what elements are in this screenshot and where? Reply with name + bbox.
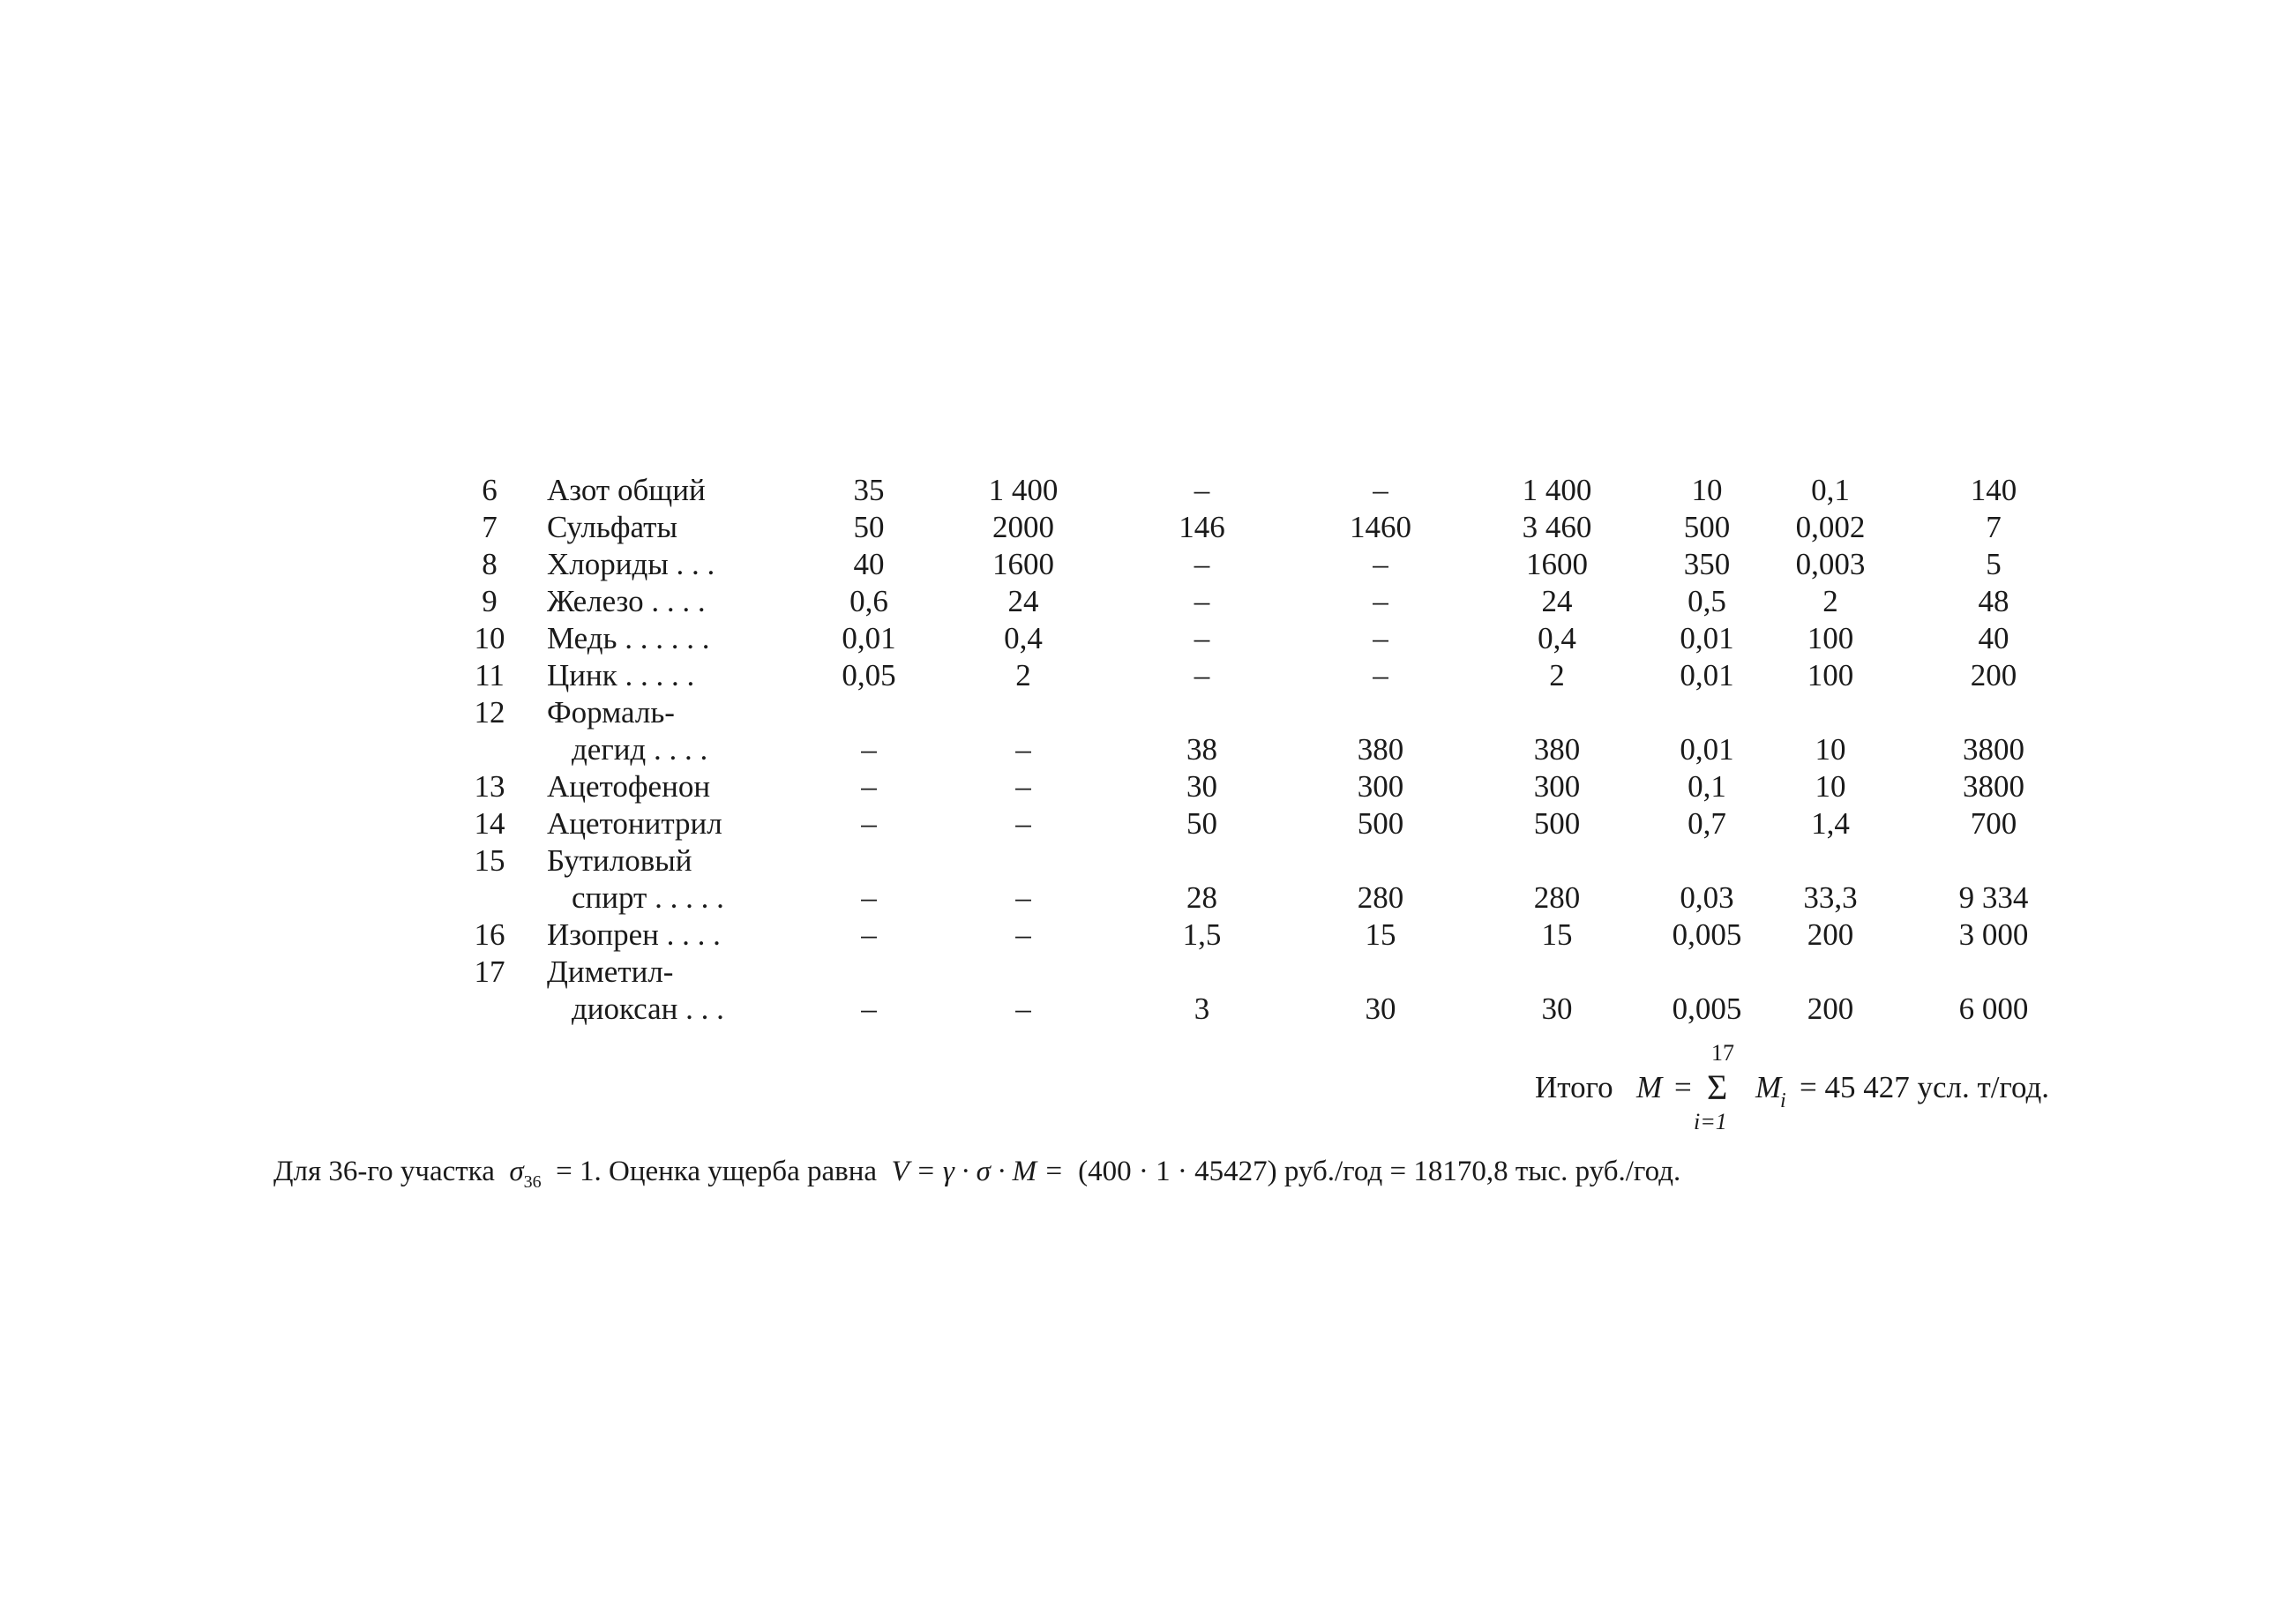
cell-col-4: – <box>1373 473 1388 507</box>
cell-empty <box>1892 842 2095 879</box>
cell-col-6: 0,7 <box>1688 806 1726 841</box>
cell-col-5: 380 <box>1533 732 1581 767</box>
cell-col-8: 48 <box>1978 584 2009 618</box>
cell-col-2: 2000 <box>992 510 1054 544</box>
table-row <box>441 509 2095 546</box>
substance-name-continuation <box>538 731 803 768</box>
cell-col-6: 0,005 <box>1672 917 1742 952</box>
sum-symbol: Σ <box>1707 1067 1728 1107</box>
footer-part2: = 1. Оценка ущерба равна <box>556 1156 878 1187</box>
total-mi-subscript: i <box>1780 1089 1786 1112</box>
table-row <box>441 768 2095 805</box>
cell-empty <box>1645 954 1769 991</box>
data-table-container <box>441 472 2099 1028</box>
cell-col-1: 50 <box>853 510 885 544</box>
cell-col-7: 200 <box>1807 917 1854 952</box>
cell-col-7: 0,002 <box>1795 510 1866 544</box>
cell-empty <box>1645 694 1769 731</box>
substance-name: Формаль- <box>547 695 675 730</box>
cell-col-6: 0,03 <box>1680 880 1734 915</box>
cell-empty <box>1469 842 1645 879</box>
cell-col-5: 280 <box>1533 880 1581 915</box>
cell-col-2: – <box>1015 880 1031 915</box>
cell-col-8: 3 000 <box>1958 917 2029 952</box>
cell-col-8: 140 <box>1970 473 2017 507</box>
cell-col-4: – <box>1373 584 1388 618</box>
cell-empty <box>1892 954 2095 991</box>
cell-col-8: 6 000 <box>1958 992 2029 1026</box>
cell-col-2: – <box>1015 917 1031 952</box>
damage-estimate-line <box>273 1156 1680 1193</box>
row-number: 15 <box>474 843 505 878</box>
cell-col-8: 200 <box>1970 658 2017 692</box>
cell-col-7: 0,1 <box>1811 473 1850 507</box>
cell-col-2: 1600 <box>992 547 1054 581</box>
cell-col-4: 15 <box>1365 917 1396 952</box>
row-number-empty <box>441 991 538 1028</box>
substance-name: Ацетофенон <box>547 769 711 804</box>
table-row <box>441 694 2095 731</box>
row-number: 12 <box>474 695 505 730</box>
cell-col-4: 300 <box>1357 769 1404 804</box>
substance-name-continuation <box>538 879 803 917</box>
substance-name-continuation <box>538 991 803 1028</box>
cell-col-8: 40 <box>1978 621 2009 655</box>
row-number: 7 <box>482 510 498 544</box>
cell-empty <box>1892 694 2095 731</box>
cell-empty <box>1111 842 1292 879</box>
substance-name: Изопрен . . . . <box>547 917 721 952</box>
cell-empty <box>803 954 935 991</box>
cell-col-8: 700 <box>1970 806 2017 841</box>
total-label: Итого <box>1535 1070 1613 1104</box>
cell-col-6: 350 <box>1683 547 1731 581</box>
cell-col-7: 100 <box>1807 621 1854 655</box>
row-number: 9 <box>482 584 498 618</box>
row-number: 17 <box>474 954 505 989</box>
cell-empty <box>1645 842 1769 879</box>
sum-upper-limit: 17 <box>1711 1040 1734 1066</box>
total-value: = 45 427 усл. т/год. <box>1800 1070 2050 1104</box>
cell-col-6: 0,1 <box>1688 769 1726 804</box>
substance-name-part2: дегид . . . . <box>572 732 708 767</box>
cell-col-5: 300 <box>1533 769 1581 804</box>
cell-col-1: 0,6 <box>849 584 888 618</box>
cell-col-3: 28 <box>1186 880 1217 915</box>
total-mi-symbol: M <box>1755 1070 1782 1104</box>
table-row <box>441 805 2095 842</box>
table-row <box>441 472 2095 509</box>
row-number: 11 <box>475 658 505 692</box>
cell-col-1: 40 <box>853 547 885 581</box>
cell-col-8: 3800 <box>1963 732 2024 767</box>
cell-col-5: 30 <box>1541 992 1573 1026</box>
row-number: 8 <box>482 547 498 581</box>
cell-col-6: 0,01 <box>1680 658 1734 692</box>
cell-col-6: 500 <box>1683 510 1731 544</box>
cell-col-4: – <box>1373 658 1388 692</box>
cell-col-2: – <box>1015 769 1031 804</box>
cell-col-1: – <box>861 880 877 915</box>
row-number: 14 <box>474 806 505 841</box>
cell-col-4: 380 <box>1357 732 1404 767</box>
table-row <box>441 842 2095 879</box>
cell-col-5: 24 <box>1541 584 1573 618</box>
cell-col-7: 10 <box>1815 732 1846 767</box>
cell-empty <box>1292 842 1469 879</box>
cell-col-3: 3 <box>1194 992 1210 1026</box>
cell-col-4: 280 <box>1357 880 1404 915</box>
cell-empty <box>935 842 1111 879</box>
footer-part3: (400 · 1 · 45427) руб./год = 18170,8 тыс. руб./год. <box>1078 1156 1681 1187</box>
substance-name: Азот общий <box>547 473 706 507</box>
cell-col-3: 50 <box>1186 806 1217 841</box>
table-row-continuation <box>441 879 2095 917</box>
cell-col-2: 0,4 <box>1004 621 1043 655</box>
substance-name: Цинк . . . . . <box>547 658 695 692</box>
cell-col-1: 0,05 <box>842 658 896 692</box>
cell-col-4: 30 <box>1365 992 1396 1026</box>
substance-name: Хлориды . . . <box>547 547 715 581</box>
substance-name: Медь . . . . . . <box>547 621 710 655</box>
table-row <box>441 620 2095 657</box>
table-row <box>441 917 2095 954</box>
cell-col-2: – <box>1015 992 1031 1026</box>
cell-empty <box>1769 694 1892 731</box>
cell-col-8: 5 <box>1986 547 2002 581</box>
cell-col-3: – <box>1194 584 1210 618</box>
cell-empty <box>935 954 1111 991</box>
cell-col-3: – <box>1194 547 1210 581</box>
total-equals: = <box>1674 1070 1692 1104</box>
cell-col-5: 3 460 <box>1522 510 1592 544</box>
cell-col-4: – <box>1373 621 1388 655</box>
cell-col-1: – <box>861 806 877 841</box>
cell-col-3: 146 <box>1179 510 1225 544</box>
footer-intro: Для 36-го участка <box>273 1156 495 1187</box>
cell-col-6: 0,5 <box>1688 584 1726 618</box>
cell-empty <box>935 694 1111 731</box>
table-row <box>441 657 2095 694</box>
cell-empty <box>1292 954 1469 991</box>
cell-col-1: – <box>861 769 877 804</box>
cell-col-3: 1,5 <box>1182 917 1222 952</box>
cell-empty <box>1769 954 1892 991</box>
cell-col-2: – <box>1015 732 1031 767</box>
sum-lower-limit: i=1 <box>1694 1109 1727 1134</box>
cell-col-8: 7 <box>1986 510 2002 544</box>
row-number: 13 <box>474 769 505 804</box>
cell-empty <box>1111 694 1292 731</box>
cell-col-5: 500 <box>1533 806 1581 841</box>
table-row-continuation <box>441 991 2095 1028</box>
table-row <box>441 954 2095 991</box>
cell-col-3: 30 <box>1186 769 1217 804</box>
footer-sigma: σ <box>509 1156 524 1187</box>
cell-col-7: 100 <box>1807 658 1854 692</box>
cell-col-2: – <box>1015 806 1031 841</box>
cell-col-3: – <box>1194 621 1210 655</box>
substance-name: Ацетонитрил <box>547 806 722 841</box>
cell-col-1: 0,01 <box>842 621 896 655</box>
cell-col-2: 2 <box>1015 658 1031 692</box>
table-row <box>441 546 2095 583</box>
total-formula <box>1535 1040 2099 1142</box>
cell-col-5: 15 <box>1541 917 1573 952</box>
total-m-symbol: M <box>1636 1070 1663 1104</box>
cell-col-3: 38 <box>1186 732 1217 767</box>
cell-col-7: 1,4 <box>1811 806 1850 841</box>
cell-col-7: 10 <box>1815 769 1846 804</box>
cell-col-1: – <box>861 732 877 767</box>
cell-col-3: – <box>1194 473 1210 507</box>
row-number-empty <box>441 879 538 917</box>
cell-col-3: – <box>1194 658 1210 692</box>
cell-col-4: – <box>1373 547 1388 581</box>
cell-empty <box>1111 954 1292 991</box>
cell-empty <box>1769 842 1892 879</box>
cell-empty <box>1469 954 1645 991</box>
cell-col-4: 500 <box>1357 806 1404 841</box>
cell-col-6: 0,005 <box>1672 992 1742 1026</box>
substance-name-part2: спирт . . . . . <box>572 880 724 915</box>
cell-col-2: 24 <box>1007 584 1039 618</box>
cell-empty <box>803 842 935 879</box>
cell-col-6: 10 <box>1691 473 1723 507</box>
cell-col-6: 0,01 <box>1680 621 1734 655</box>
row-number: 16 <box>474 917 505 952</box>
cell-col-5: 1600 <box>1526 547 1588 581</box>
cell-col-5: 1 400 <box>1522 473 1592 507</box>
cell-col-7: 2 <box>1822 584 1838 618</box>
pollutant-table <box>441 472 2095 1028</box>
substance-name: Железо . . . . <box>547 584 706 618</box>
cell-col-5: 0,4 <box>1538 621 1576 655</box>
footer-formula: V = γ · σ · M = <box>891 1156 1064 1187</box>
cell-col-8: 3800 <box>1963 769 2024 804</box>
cell-empty <box>1469 694 1645 731</box>
substance-name-part2: диоксан . . . <box>572 992 724 1026</box>
cell-col-1: 35 <box>853 473 885 507</box>
cell-col-1: – <box>861 992 877 1026</box>
cell-col-1: – <box>861 917 877 952</box>
substance-name: Сульфаты <box>547 510 677 544</box>
footer-sigma-subscript: 36 <box>523 1172 542 1192</box>
row-number: 10 <box>474 621 505 655</box>
cell-col-8: 9 334 <box>1958 880 2029 915</box>
cell-col-7: 0,003 <box>1795 547 1866 581</box>
cell-empty <box>1292 694 1469 731</box>
substance-name: Диметил- <box>547 954 674 989</box>
cell-col-7: 200 <box>1807 992 1854 1026</box>
table-row-continuation <box>441 731 2095 768</box>
table-row <box>441 583 2095 620</box>
cell-col-7: 33,3 <box>1803 880 1858 915</box>
cell-col-6: 0,01 <box>1680 732 1734 767</box>
cell-col-2: 1 400 <box>988 473 1059 507</box>
row-number-empty <box>441 731 538 768</box>
table-body <box>441 472 2095 1028</box>
row-number: 6 <box>482 473 498 507</box>
substance-name: Бутиловый <box>547 843 692 878</box>
cell-col-5: 2 <box>1549 658 1565 692</box>
cell-empty <box>803 694 935 731</box>
cell-col-4: 1460 <box>1350 510 1411 544</box>
